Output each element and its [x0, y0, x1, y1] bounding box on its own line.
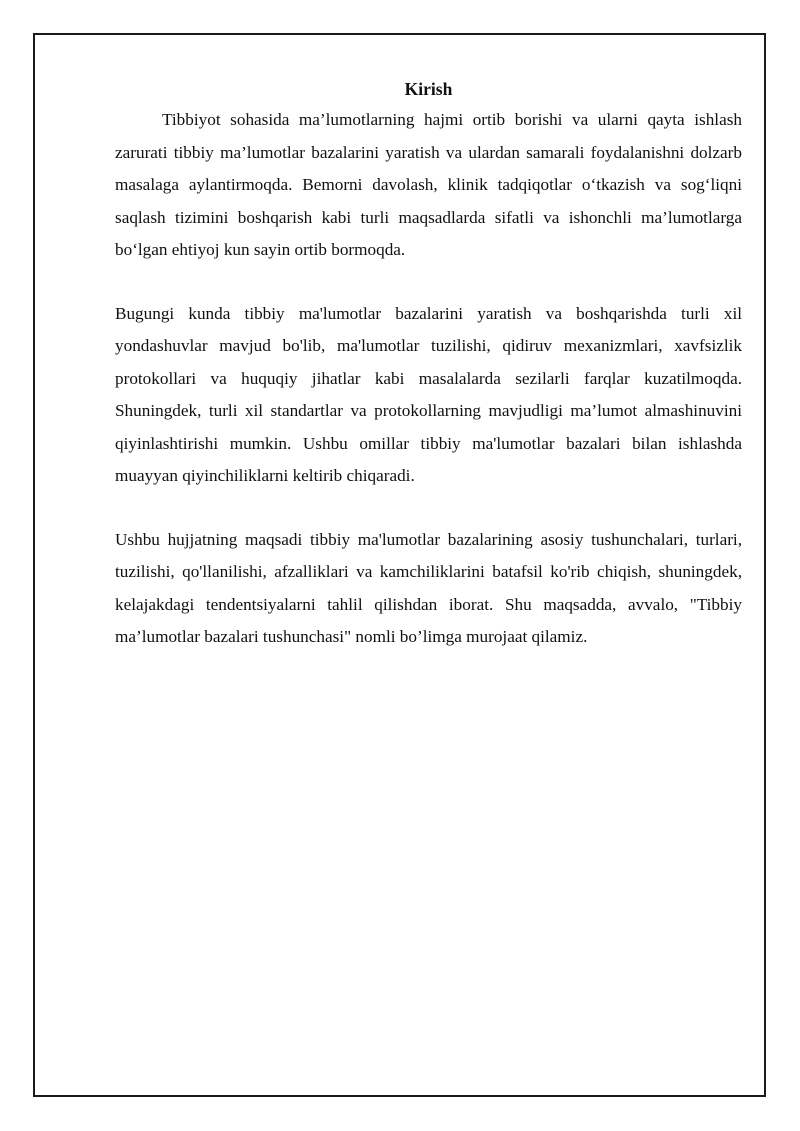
document-title: Kirish — [404, 79, 453, 99]
document-body — [115, 74, 742, 654]
paragraph-intro: Tibbiyot sohasida ma’lumotlarning hajmi ortib borishi va ularni qayta ishlash zarurati tibbiy ma’lumotlar bazalarini yaratish va ulardan samarali foydalanishni dolzarb masalaga aylantirmoqda. Bemorni davolash, klinik tadqiqotlar o‘tkazish va sog‘liqni saqlash tizimini boshqarish kabi turli maqsadlarda sifatli va ishonchli ma’lumotlarga bo‘lgan ehtiyoj kun sayin ortib bormoqda. — [115, 110, 742, 259]
paragraph-spacer — [115, 493, 742, 524]
paragraph-spacer — [115, 267, 742, 298]
paragraph-approaches: Bugungi kunda tibbiy ma'lumotlar bazalarini yaratish va boshqarishda turli xil yondashuvlar mavjud bo'lib, ma'lumotlar tuzilishi, qidiruv mexanizmlari, xavfsizlik protokollari va huquqiy jihatlar kabi masalalarda sezilarli farqlar kuzatilmoqda. Shuningdek, turli xil standartlar va protokollarning mavjudligi ma’lumot almashinuvini qiyinlashtirishi mumkin. Ushbu omillar tibbiy ma'lumotlar bazalari bilan ishlashda muayyan qiyinchiliklarni keltirib chiqaradi. — [115, 303, 742, 485]
paragraph-purpose: Ushbu hujjatning maqsadi tibbiy ma'lumotlar bazalarining asosiy tushunchalari, turlari, tuzilishi, qo'llanilishi, afzalliklari va kamchiliklarini batafsil ko'rib chiqish, shuningdek, kelajakdagi tendentsiyalarni tahlil qilishdan iborat. Shu maqsadda, avvalo, "Tibbiy ma’lumotlar bazalari tushunchasi" nomli bo’limga murojaat qilamiz. — [115, 529, 742, 646]
